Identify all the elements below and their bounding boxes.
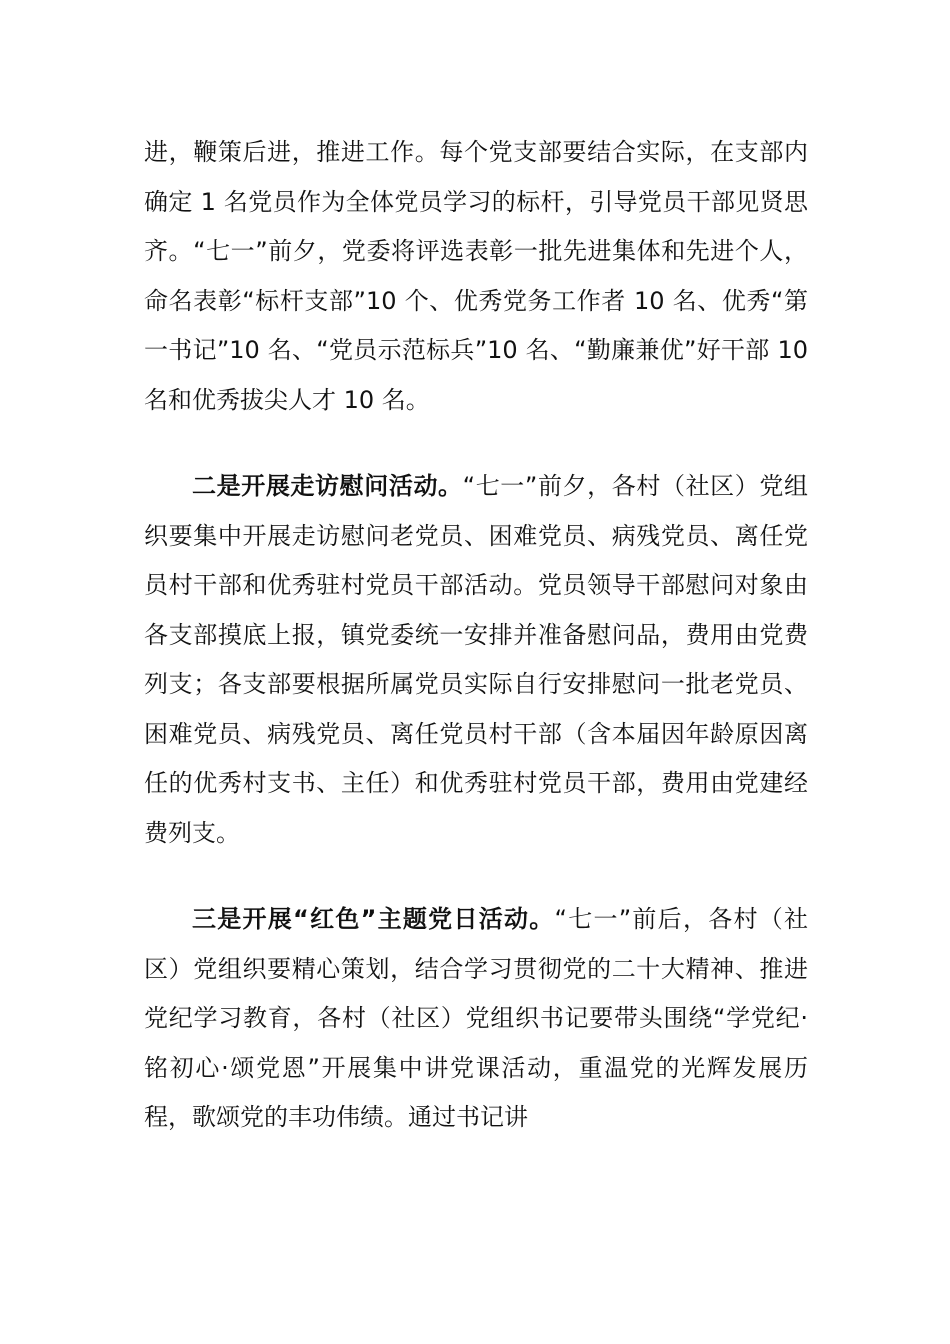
paragraph-continuation [144,128,808,425]
paragraph-red-theme-day [144,895,808,1143]
paragraph-visits [144,462,808,858]
paragraph-text: “七一”前后，各村（社区）党组织要精心策划，结合学习贯彻党的二十大精神、推进党纪学习教育，各村（社区）党组织书记要带头围绕“学党纪·铭初心·颂党恩”开展集中讲党课活动，重温党的光辉发展历程，歌颂党的丰功伟绩。通过书记讲 [144,905,808,1131]
document-body [144,128,808,1180]
paragraph-text: “七一”前夕，各村（社区）党组织要集中开展走访慰问老党员、困难党员、病残党员、离任党员村干部和优秀驻村党员干部活动。党员领导干部慰问对象由各支部摸底上报，镇党委统一安排并准备慰问品，费用由党费列支；各支部要根据所属党员实际自行安排慰问一批老党员、困难党员、病残党员、离任党员村干部（含本届因年龄原因离任的优秀村支书、主任）和优秀驻村党员干部，费用由党建经费列支。 [144,472,808,847]
paragraph-lead-heading: 二是开展走访慰问活动。 [192,472,463,500]
paragraph-lead-heading: 三是开展“红色”主题党日活动。 [192,905,555,933]
paragraph-text: 进，鞭策后进，推进工作。每个党支部要结合实际，在支部内确定 1 名党员作为全体党员学习的标杆，引导党员干部见贤思齐。“七一”前夕，党委将评选表彰一批先进集体和先进个人，命名表彰“标杆支部”10 个、优秀党务工作者 10 名、优秀“第一书记”10 名、“党员示范标兵”10 名、“勤廉兼优”好干部 10 名和优秀拔尖人才 10 名。 [144,138,808,414]
